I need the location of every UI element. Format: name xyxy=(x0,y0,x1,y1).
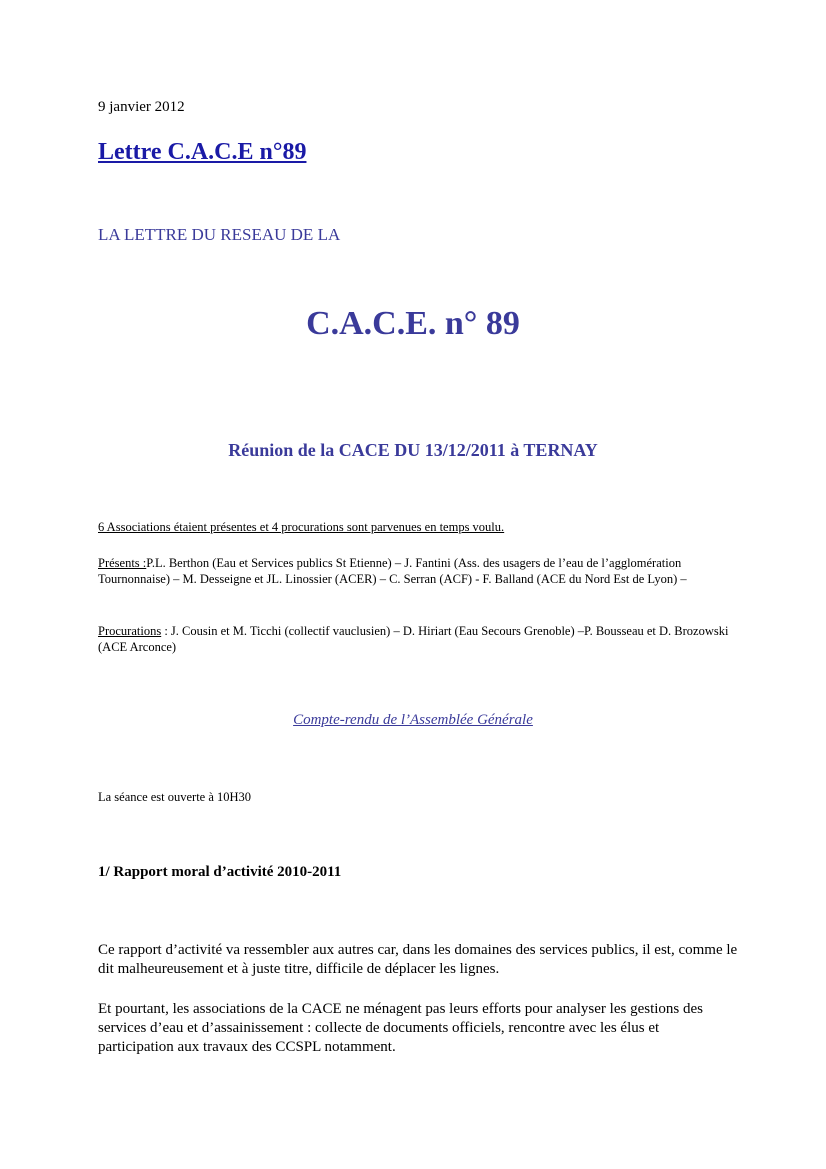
letter-date: 9 janvier 2012 xyxy=(98,99,185,115)
body-paragraph-1: Ce rapport d’activité va ressembler aux autres car, dans les domaines des services publics, il est, comme le dit malheureusement et à juste titre, difficile de déplacer les lignes. xyxy=(98,942,738,977)
presents-text: P.L. Berthon (Eau et Services publics St Etienne) – J. Fantini (Ass. des usagers de l’eau de l’agglomération Tournonnaise) – M. Desseigne et JL. Linossier (ACER) – C. Serran (ACF) - F. Balland (ACE du Nord Est de Lyon) – xyxy=(98,556,687,586)
associations-line: 6 Associations étaient présentes et 4 procurations sont parvenues en temps voulu. xyxy=(98,520,505,534)
meeting-heading: Réunion de la CACE DU 13/12/2011 à TERNAY xyxy=(228,440,598,460)
body-paragraph-2: Et pourtant, les associations de la CACE ne ménagent pas leurs efforts pour analyser les gestions des services d’eau et d’assainissement : collecte de documents officiels, rencontre avec les élus et participation aux travaux des CCSPL notamment. xyxy=(98,1001,703,1055)
main-title: C.A.C.E. n° 89 xyxy=(306,305,520,342)
section-heading-rapport: 1/ Rapport moral d’activité 2010-2011 xyxy=(98,864,342,880)
procurations-text: : J. Cousin et M. Ticchi (collectif vauclusien) – D. Hiriart (Eau Secours Grenoble) –P. Bousseau et D. Brozowski (ACE Arconce) xyxy=(98,624,729,654)
compte-rendu-link[interactable]: Compte-rendu de l’Assemblée Générale xyxy=(293,712,533,728)
presents-paragraph xyxy=(98,555,738,587)
procurations-label: Procurations xyxy=(98,624,162,638)
procurations-paragraph xyxy=(98,623,738,655)
presents-label: Présents : xyxy=(98,556,147,570)
reseau-heading: LA LETTRE DU RESEAU DE LA xyxy=(98,225,341,244)
seance-line: La séance est ouverte à 10H30 xyxy=(98,790,252,804)
letter-title-link[interactable]: Lettre C.A.C.E n°89 xyxy=(98,139,307,165)
